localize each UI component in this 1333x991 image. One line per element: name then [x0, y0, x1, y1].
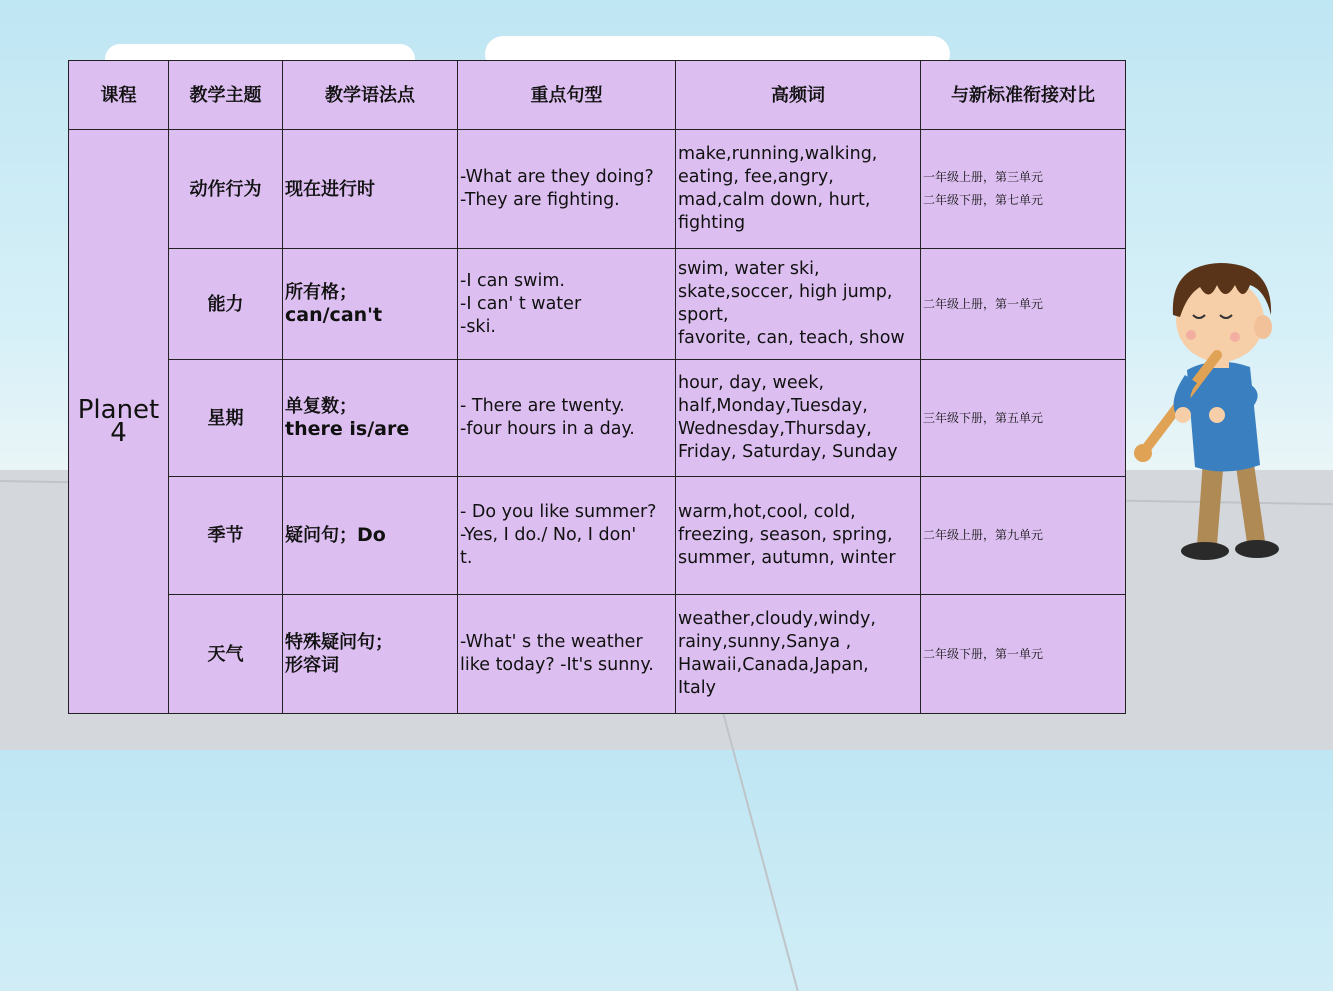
course-cell: Planet 4 — [69, 130, 169, 714]
header-topic: 教学主题 — [169, 61, 283, 130]
sentences-cell: - There are twenty. -four hours in a day. — [458, 360, 676, 477]
grammar-cell — [283, 595, 458, 714]
sentences-cell: - Do you like summer? -Yes, I do./ No, I don' t. — [458, 477, 676, 595]
grammar-cn: 单复数； — [285, 396, 357, 417]
grammar-en: Do — [357, 524, 386, 546]
table-row — [69, 130, 1126, 249]
grammar-cn: 疑问句； — [285, 525, 357, 546]
table-row — [69, 595, 1126, 714]
link-cell: 三年级下册，第五单元 — [921, 360, 1126, 477]
grammar-cell — [283, 130, 458, 249]
header-standard-comparison: 与新标准衔接对比 — [921, 61, 1126, 130]
topic-cell: 动作行为 — [169, 130, 283, 249]
curriculum-table — [68, 60, 1126, 714]
header-high-frequency-words: 高频词 — [676, 61, 921, 130]
header-grammar: 教学语法点 — [283, 61, 458, 130]
boy-playing-recorder-illustration — [1125, 245, 1330, 575]
words-cell: swim, water ski, skate,soccer, high jump, sport, favorite, can, teach, show — [676, 249, 921, 360]
words-cell: warm,hot,cool, cold, freezing, season, spring, summer, autumn, winter — [676, 477, 921, 595]
link-cell: 二年级上册，第九单元 — [921, 477, 1126, 595]
sentences-cell: -I can swim. -I can' t water -ski. — [458, 249, 676, 360]
grammar-en: there is/are — [285, 418, 410, 440]
grammar-cell — [283, 360, 458, 477]
sentences-cell: -What' s the weather like today? -It's sunny. — [458, 595, 676, 714]
topic-cell: 能力 — [169, 249, 283, 360]
link-cell: 一年级上册，第三单元 二年级下册，第七单元 — [921, 130, 1126, 249]
table-row — [69, 360, 1126, 477]
words-cell: weather,cloudy,windy, rainy,sunny,Sanya , Hawaii,Canada,Japan, Italy — [676, 595, 921, 714]
header-course: 课程 — [69, 61, 169, 130]
words-cell: hour, day, week, half,Monday,Tuesday, Wednesday,Thursday, Friday, Saturday, Sunday — [676, 360, 921, 477]
grammar-cn: 所有格； — [285, 282, 357, 303]
grammar-cell — [283, 249, 458, 360]
link-cell: 二年级下册，第一单元 — [921, 595, 1126, 714]
link-cell: 二年级上册，第一单元 — [921, 249, 1126, 360]
table-row — [69, 249, 1126, 360]
grammar-en: can/can't — [285, 304, 383, 326]
words-cell: make,running,walking, eating, fee,angry, mad,calm down, hurt, fighting — [676, 130, 921, 249]
topic-cell: 星期 — [169, 360, 283, 477]
header-key-sentences: 重点句型 — [458, 61, 676, 130]
topic-cell: 天气 — [169, 595, 283, 714]
grammar-cn: 特殊疑问句； 形容词 — [285, 632, 393, 676]
table-header-row — [69, 61, 1126, 130]
grammar-cn: 现在进行时 — [285, 178, 375, 200]
sentences-cell: -What are they doing? -They are fighting. — [458, 130, 676, 249]
topic-cell: 季节 — [169, 477, 283, 595]
table-row — [69, 477, 1126, 595]
grammar-cell — [283, 477, 458, 595]
